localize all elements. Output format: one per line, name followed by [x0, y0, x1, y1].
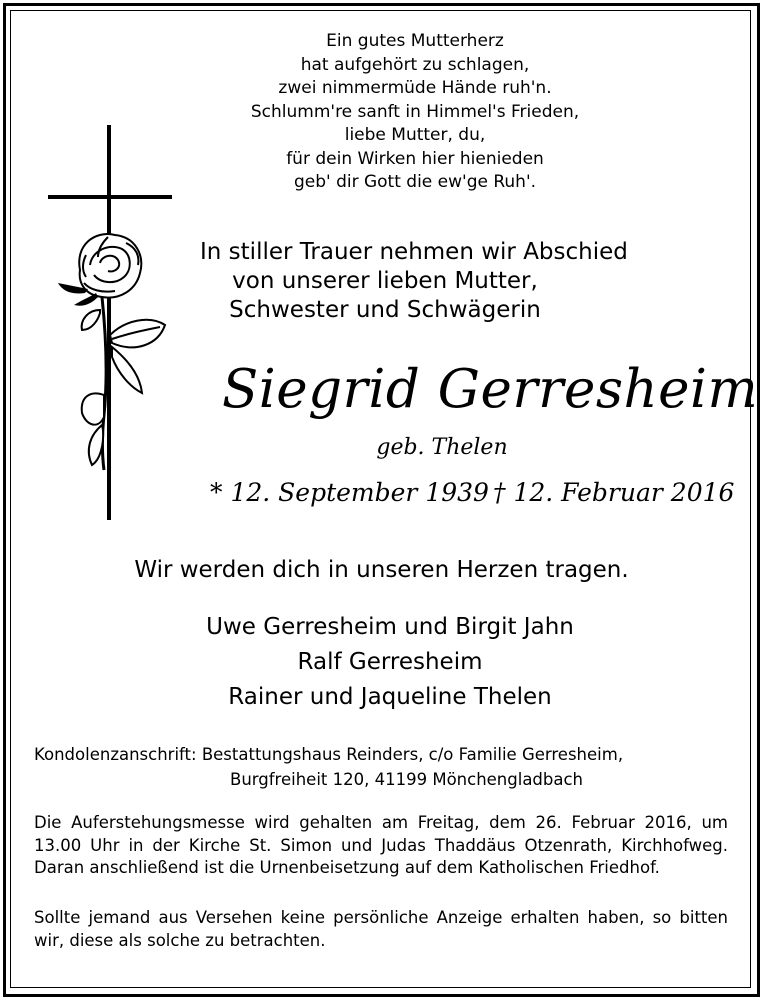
poem-line: Ein gutes Mutterherz: [326, 31, 504, 51]
mourning-intro: [200, 238, 628, 325]
intro-line: von unserer lieben Mutter,: [232, 268, 538, 294]
family-member: Ralf Gerresheim: [297, 649, 483, 675]
family-member: Rainer und Jaqueline Thelen: [228, 684, 552, 710]
condolence-line: Kondolenzanschrift: Bestattungshaus Reinders, c/o Familie Gerresheim,: [34, 745, 624, 764]
notice-note: Sollte jemand aus Versehen keine persönliche Anzeige erhalten haben, so bitten wir, diese als solche zu betrachten.: [34, 908, 728, 950]
poem-line: liebe Mutter, du,: [344, 125, 486, 145]
deceased-name: Siegrid Gerresheim: [222, 359, 759, 420]
death-date: † 12. Februar 2016: [493, 478, 735, 507]
intro-line: Schwester und Schwägerin: [229, 297, 541, 323]
poem-line: zwei nimmermüde Hände ruh'n.: [278, 78, 552, 98]
motto: Wir werden dich in unseren Herzen tragen.: [134, 557, 629, 583]
poem-line: Schlumm're sanft in Himmel's Frieden,: [250, 101, 580, 122]
birth-name: geb. Thelen: [376, 435, 508, 460]
service-info: Die Auferstehungsmesse wird gehalten am Freitag, dem 26. Februar 2016, um 13.00 Uhr in der Kirche St. Simon und Judas Thaddäus Otzenrath, Kirchhofweg. Daran anschließend ist die Urnenbeisetzung auf dem Katholischen Friedhof.: [34, 813, 728, 877]
family-list: [160, 610, 620, 715]
poem-line: für dein Wirken hier hienieden: [286, 148, 544, 169]
poem-line: geb' dir Gott die ew'ge Ruh'.: [293, 172, 537, 192]
poem-line: hat aufgehört zu schlagen,: [300, 54, 530, 75]
poem: [230, 30, 600, 195]
condolence-address: [34, 742, 734, 792]
birth-date: * 12. September 1939: [210, 478, 489, 507]
condolence-line: Burgfreiheit 120, 41199 Mönchengladbach: [230, 770, 584, 789]
family-member: Uwe Gerresheim und Birgit Jahn: [206, 614, 574, 640]
intro-line: In stiller Trauer nehmen wir Abschied: [200, 239, 628, 265]
cross-with-rose-icon: [40, 125, 180, 525]
